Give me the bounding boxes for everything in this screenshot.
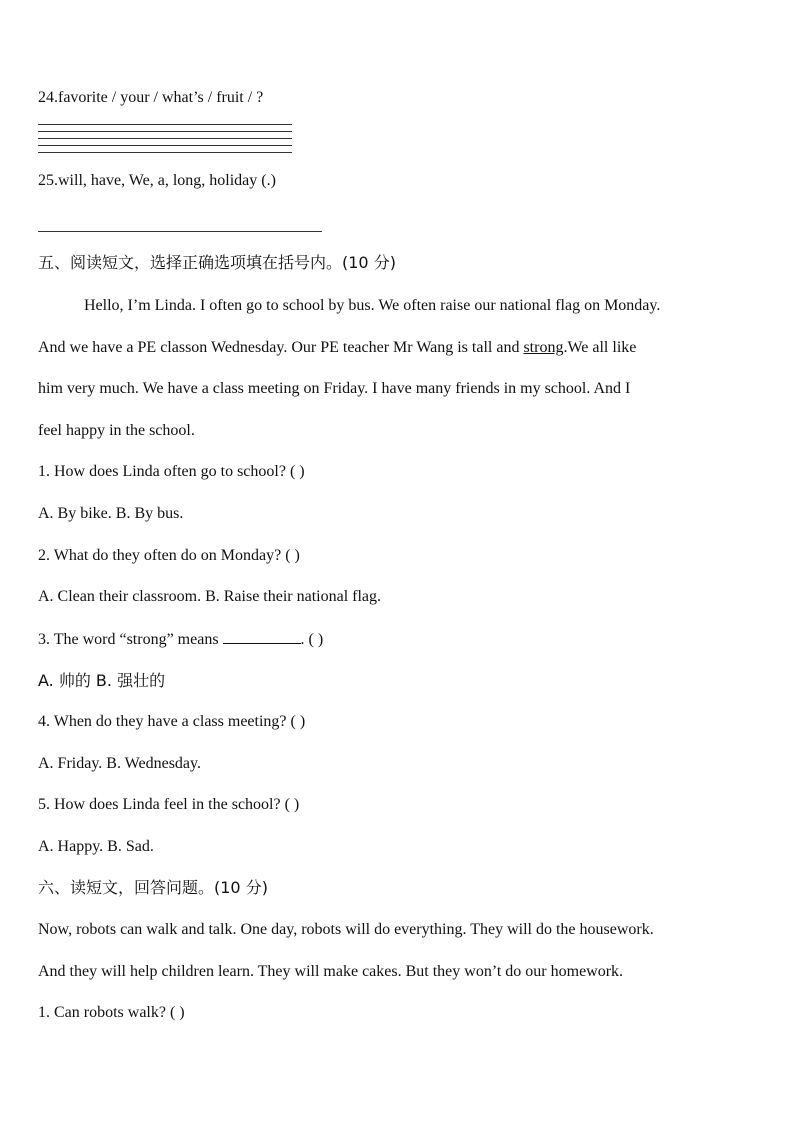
answer-line <box>38 152 292 153</box>
question: 1. Can robots walk? ( ) <box>38 1004 185 1021</box>
options: A. Clean their classroom. B. Raise their national flag. <box>38 588 382 605</box>
passage-line: feel happy in the school. <box>38 422 195 439</box>
answer-line <box>38 138 292 139</box>
options: A. By bike. B. By bus. <box>38 505 184 522</box>
options: A. Friday. B. Wednesday. <box>38 755 201 772</box>
question: 2. What do they often do on Monday? ( ) <box>38 547 300 564</box>
question <box>38 629 323 650</box>
question-25: 25.will, have, We, a, long, holiday (.) <box>38 172 276 189</box>
passage-text: And we have a PE classon Wednesday. Our PE teacher Mr Wang is tall and <box>38 339 524 356</box>
question: 1. How does Linda often go to school? ( ) <box>38 463 305 480</box>
answer-line <box>38 145 292 146</box>
passage-line: Hello, I’m Linda. I often go to school by bus. We often raise our national flag on Monday. <box>84 297 661 314</box>
options: A. Happy. B. Sad. <box>38 838 154 855</box>
answer-line <box>38 124 292 125</box>
section-5-heading: 五、阅读短文，选择正确选项填在括号内。(10 分) <box>38 253 396 272</box>
fill-blank <box>223 629 301 644</box>
question: 4. When do they have a class meeting? ( ) <box>38 713 306 730</box>
underlined-word: strong <box>523 339 564 356</box>
question-24: 24.favorite / your / what’s / fruit / ? <box>38 89 264 106</box>
passage-text: .We all like <box>563 339 637 356</box>
passage-line <box>38 338 636 358</box>
options: A. 帅的 B. 强壮的 <box>38 671 166 690</box>
passage-line: Now, robots can walk and talk. One day, robots will do everything. They will do the housework. <box>38 921 654 938</box>
answer-line <box>38 131 292 132</box>
question: 5. How does Linda feel in the school? ( ) <box>38 796 300 813</box>
answer-line <box>38 231 322 232</box>
section-6-heading: 六、读短文，回答问题。(10 分) <box>38 878 268 897</box>
question-text: 3. The word “strong” means <box>38 631 223 648</box>
passage-line: And they will help children learn. They will make cakes. But they won’t do our homework. <box>38 963 624 980</box>
passage-line: him very much. We have a class meeting on Friday. I have many friends in my school. And I <box>38 380 631 397</box>
question-text: . ( ) <box>300 631 324 648</box>
